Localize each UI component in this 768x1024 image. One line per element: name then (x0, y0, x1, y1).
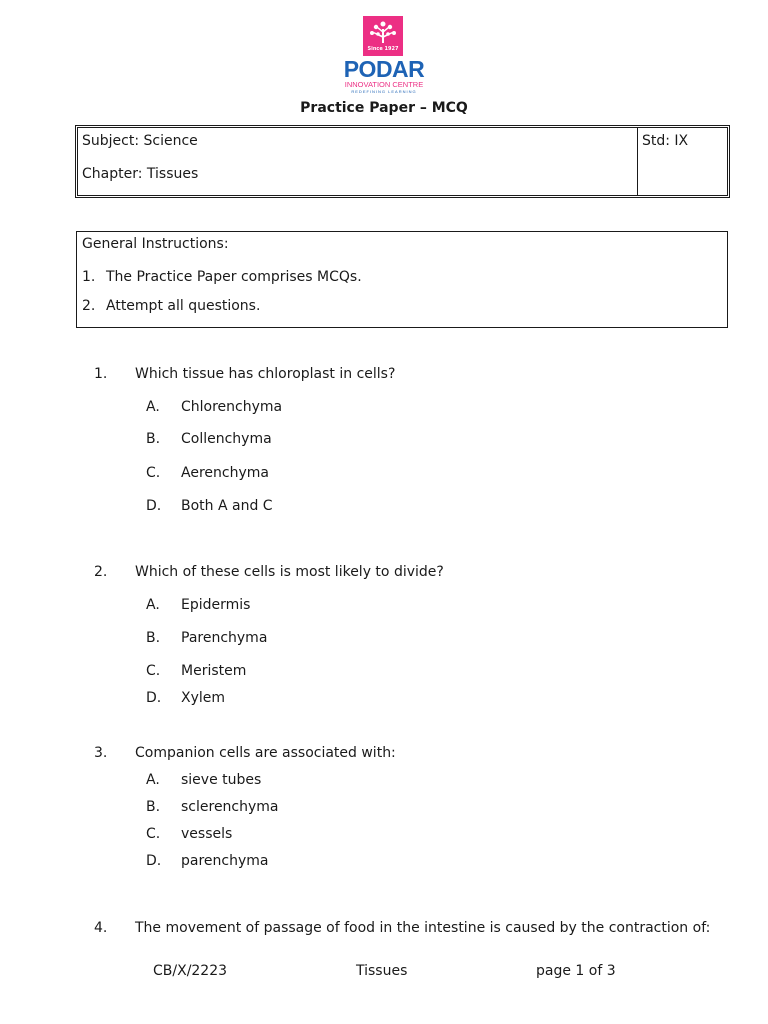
option-text: sieve tubes (181, 772, 262, 788)
option-text: vessels (181, 826, 233, 842)
logo-since: Since 1927 (367, 46, 399, 52)
option-letter: C. (146, 663, 161, 679)
instruction-number: 2. (82, 298, 96, 314)
question-text: Which tissue has chloroplast in cells? (135, 366, 396, 382)
box-border-left (76, 231, 77, 328)
logo-wordmark: PODAR (343, 56, 425, 82)
option-text: Meristem (181, 663, 247, 679)
option-letter: B. (146, 431, 161, 447)
table-divider (637, 128, 638, 195)
question-number: 4. (94, 920, 108, 936)
page-title: Practice Paper – MCQ (300, 100, 468, 116)
option-text: Xylem (181, 690, 226, 706)
question-number: 2. (94, 564, 108, 580)
option-letter: D. (146, 690, 162, 706)
option-text: Both A and C (181, 498, 273, 514)
logo-subtitle: INNOVATION CENTRE (344, 80, 424, 89)
option-text: Collenchyma (181, 431, 272, 447)
option-letter: A. (146, 772, 160, 788)
option-letter: B. (146, 630, 161, 646)
footer-chapter: Tissues (356, 963, 408, 979)
option-letter: C. (146, 826, 161, 842)
option-letter: B. (146, 799, 161, 815)
option-letter: C. (146, 465, 161, 481)
footer-code: CB/X/2223 (153, 963, 228, 979)
logo-tagline: REDEFINING LEARNING (351, 89, 417, 94)
instruction-text: The Practice Paper comprises MCQs. (106, 269, 362, 285)
question-text: The movement of passage of food in the intestine is caused by the contraction of: (135, 920, 711, 936)
option-text: parenchyma (181, 853, 269, 869)
option-letter: D. (146, 498, 162, 514)
option-text: sclerenchyma (181, 799, 279, 815)
chapter-label: Chapter: Tissues (82, 166, 199, 182)
instructions-heading: General Instructions: (82, 236, 229, 252)
question-number: 1. (94, 366, 108, 382)
question-text: Which of these cells is most likely to divide? (135, 564, 444, 580)
option-letter: A. (146, 597, 160, 613)
box-border-top (76, 231, 728, 232)
option-text: Chlorenchyma (181, 399, 283, 415)
std-label: Std: IX (642, 133, 689, 149)
subject-label: Subject: Science (82, 133, 198, 149)
option-letter: D. (146, 853, 162, 869)
school-logo (336, 16, 432, 98)
option-text: Aerenchyma (181, 465, 269, 481)
logo-emblem (363, 16, 403, 56)
option-text: Epidermis (181, 597, 251, 613)
question-text: Companion cells are associated with: (135, 745, 396, 761)
tree-icon (367, 19, 399, 45)
question-number: 3. (94, 745, 108, 761)
box-border-bottom (76, 327, 728, 328)
box-border-right (727, 231, 728, 328)
option-letter: A. (146, 399, 160, 415)
footer-page-number: page 1 of 3 (536, 963, 616, 979)
instruction-text: Attempt all questions. (106, 298, 261, 314)
instruction-number: 1. (82, 269, 96, 285)
option-text: Parenchyma (181, 630, 268, 646)
